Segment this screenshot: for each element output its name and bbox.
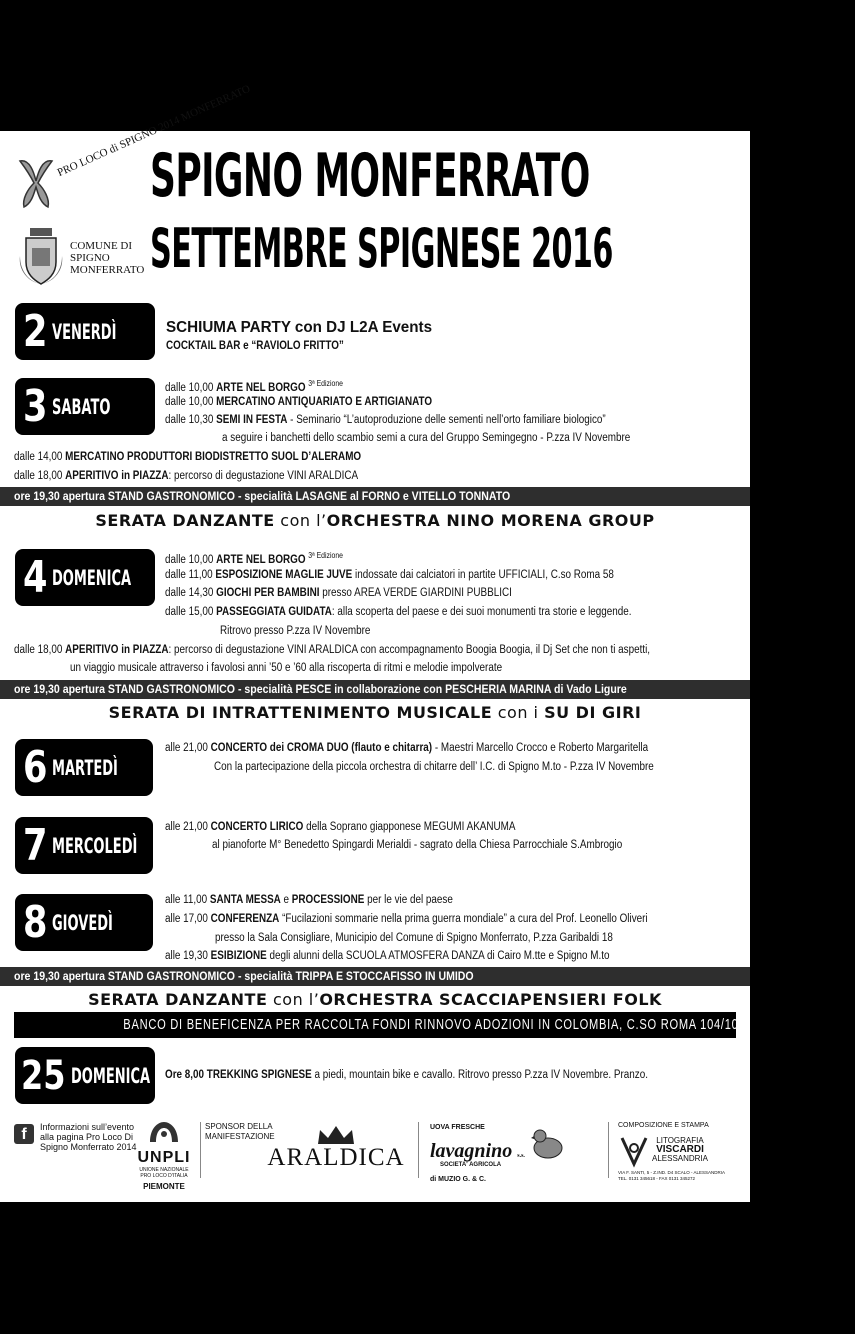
comune-logo	[16, 226, 146, 286]
lavagnino-owner: di MUZIO G. & C.	[430, 1176, 486, 1183]
event-line: dalle 15,00 PASSEGGIATA GUIDATA: alla scoperta del paese e dei suoi monumenti tra storie e leggende.	[165, 606, 632, 618]
event-line: dalle 10,00 ARTE NEL BORGO $^{3ª Edizione}$	[165, 379, 343, 394]
event-title: SCHIUMA PARTY con DJ L2A Events	[166, 319, 433, 336]
event-subtitle: COCKTAIL BAR e “RAVIOLO FRITTO”	[166, 340, 344, 352]
serata-line: SERATA DI INTRATTENIMENTO MUSICALE con i SU DI GIRI	[108, 703, 642, 722]
day-name: DOMENICA	[51, 565, 131, 590]
event-line: alle 11,00 SANTA MESSA e PROCESSIONE per le vie del paese	[165, 894, 453, 906]
page-title: SPIGNO MONFERRATO	[150, 141, 590, 211]
event-line: presso la Sala Consigliare, Municipio del Comune di Spigno Monferrato, P.zza Garibaldi 18	[215, 932, 613, 944]
araldica-logo	[266, 1124, 406, 1172]
event-line: al pianoforte M° Benedetto Spingardi Merialdi - sagrato della Chiesa Parrocchiale S.Ambrogio	[212, 839, 623, 851]
lavagnino-company: SOCIETA' AGRICOLA	[440, 1162, 502, 1168]
event-line: un viaggio musicale attraverso i favolosi anni ’50 e ’60 alla riscoperta di ritmi e melodie impolverate	[70, 662, 503, 674]
event-line: dalle 18,00 APERITIVO in PIAZZA: percorso di degustazione VINI ARALDICA	[14, 470, 359, 482]
serata-line: SERATA DANZANTE con l’ORCHESTRA SCACCIAPENSIERI FOLK	[88, 990, 662, 1009]
poster	[0, 82, 750, 1202]
divider	[418, 1122, 419, 1178]
event-line: dalle 10,00 ARTE NEL BORGO $^{3ª Edizione}$	[165, 551, 343, 566]
facebook-icon[interactable]: f	[14, 1124, 34, 1144]
printer-address: VIA F. SANTI, 5 - Z.IND. D4 SCALO - ALESSANDRIA TEL. 0131 345618 - FAX 0131 345272	[618, 1170, 726, 1181]
lavagnino-logo: lavagnino s.s.	[430, 1140, 525, 1162]
crest-icon	[18, 226, 64, 286]
day-badge-3	[15, 378, 155, 435]
event-line: a seguire i banchetti dello scambio semi a cura del Gruppo Semingegno - P.zza IV Novembre	[222, 432, 631, 444]
proloco-emblem-icon	[16, 157, 56, 209]
day-badge-25	[15, 1047, 155, 1104]
serata-line: SERATA DANZANTE con l’ORCHESTRA NINO MORENA GROUP	[95, 511, 655, 530]
day-name: GIOVEDÌ	[51, 910, 113, 935]
viscardi-logo-icon	[620, 1136, 648, 1166]
crown-icon	[316, 1124, 356, 1146]
lavagnino-tagline: UOVA FRESCHE	[430, 1124, 485, 1131]
comune-logo-text: COMUNE DI SPIGNO MONFERRATO	[70, 240, 145, 276]
event-line: alle 19,30 ESIBIZIONE degli alunni della SCUOLA ATMOSFERA DANZA di Cairo M.tte e Spigno M.to	[165, 950, 610, 962]
viscardi-logo: LITOGRAFIA VISCARDI ALESSANDRIA	[652, 1136, 709, 1163]
event-line: dalle 14,00 MERCATINO PRODUTTORI BIODISTRETTO SUOL D’ALERAMO	[14, 451, 362, 463]
day-name: MARTEDÌ	[51, 755, 118, 780]
event-line: alle 21,00 CONCERTO LIRICO della Soprano giapponese MEGUMI AKANUMA	[165, 821, 516, 833]
event-line: alle 17,00 CONFERENZA “Fucilazioni sommarie nella prima guerra mondiale” a cura del Prof. Leonello Oliveri	[165, 913, 648, 925]
event-line: dalle 11,00 ESPOSIZIONE MAGLIE JUVE indossate dai calciatori in partite UFFICIALI, C.so Roma 58	[165, 569, 614, 581]
proloco-logo	[16, 82, 253, 217]
stand-banner: ore 19,30 apertura STAND GASTRONOMICO - specialità PESCE in collaborazione con PESCHERIA MARINA di Vado Ligure	[0, 680, 750, 699]
hen-icon	[530, 1126, 566, 1160]
day-name: SABATO	[51, 394, 111, 419]
event-line: Con la partecipazione della piccola orchestra di chitarre dell’ I.C. di Spigno M.to - P.zza IV Novembre	[214, 761, 654, 773]
unpli-region: PIEMONTE	[143, 1182, 185, 1191]
day-number: 3	[23, 381, 48, 432]
event-line: Ritrovo presso P.zza IV Novembre	[220, 625, 371, 637]
page-subtitle: SETTEMBRE SPIGNESE 2016	[150, 217, 613, 280]
unpli-subtitle: UNIONE NAZIONALE PRO LOCO D'ITALIA	[139, 1167, 189, 1179]
stand-banner: ore 19,30 apertura STAND GASTRONOMICO - specialità TRIPPA E STOCCAFISSO IN UMIDO	[0, 967, 750, 986]
footer	[0, 1116, 750, 1191]
day-number: 7	[23, 820, 48, 871]
event-line: Ore 8,00 TREKKING SPIGNESE a piedi, mountain bike e cavallo. Ritrovo presso P.zza IV Novembre. Pranzo.	[165, 1069, 648, 1081]
day-number: 8	[23, 897, 48, 948]
day-number: 25	[21, 1052, 66, 1099]
day-name: DOMENICA	[70, 1063, 150, 1088]
divider	[608, 1122, 609, 1178]
charity-banner: BANCO DI BENEFICENZA PER RACCOLTA FONDI RINNOVO ADOZIONI IN COLOMBIA, C.SO ROMA 104/106	[14, 1012, 736, 1038]
day-badge-8	[15, 894, 153, 951]
sponsor-label: SPONSOR DELLA MANIFESTAZIONE	[205, 1122, 275, 1141]
day-number: 4	[23, 552, 48, 603]
event-line: alle 21,00 CONCERTO dei CROMA DUO (flauto e chitarra) - Maestri Marcello Crocco e Roberto Margaritella	[165, 742, 649, 754]
day-name: MERCOLEDÌ	[51, 833, 137, 858]
event-line: dalle 18,00 APERITIVO in PIAZZA: percorso di degustazione VINI ARALDICA con accompagnamento Boogia Boogia, il Dj Set che non ti aspetti,	[14, 644, 651, 656]
day-badge-2	[15, 303, 155, 360]
day-name: VENERDÌ	[51, 319, 117, 344]
araldica-wordmark: ARALDICA	[267, 1144, 405, 1171]
event-line: dalle 10,00 MERCATINO ANTIQUARIATO E ARTIGIANATO	[165, 396, 433, 408]
day-badge-6	[15, 739, 153, 796]
event-line: dalle 10,30 SEMI IN FESTA - Seminario “L’autoproduzione delle sementi nell’orto familiare biologico”	[165, 414, 606, 426]
proloco-logo-text: PRO LOCO di SPIGNO 2014 MONFERRATO	[55, 82, 253, 180]
unpli-name: UNPLI	[137, 1149, 191, 1166]
unpli-logo	[136, 1120, 192, 1191]
facebook-info: Informazioni sull’evento alla pagina Pro Loco Di Spigno Monferrato 2014	[40, 1122, 137, 1152]
day-number: 6	[23, 742, 48, 793]
day-badge-7	[15, 817, 153, 874]
day-badge-4	[15, 549, 155, 606]
stand-banner: ore 19,30 apertura STAND GASTRONOMICO - specialità LASAGNE al FORNO e VITELLO TONNATO	[0, 487, 750, 506]
unpli-emblem-icon	[146, 1120, 182, 1144]
event-line: dalle 14,30 GIOCHI PER BAMBINI presso AREA VERDE GIARDINI PUBBLICI	[165, 587, 512, 599]
day-number: 2	[23, 306, 48, 357]
printer-label: COMPOSIZIONE E STAMPA	[618, 1122, 709, 1129]
divider	[200, 1122, 201, 1178]
